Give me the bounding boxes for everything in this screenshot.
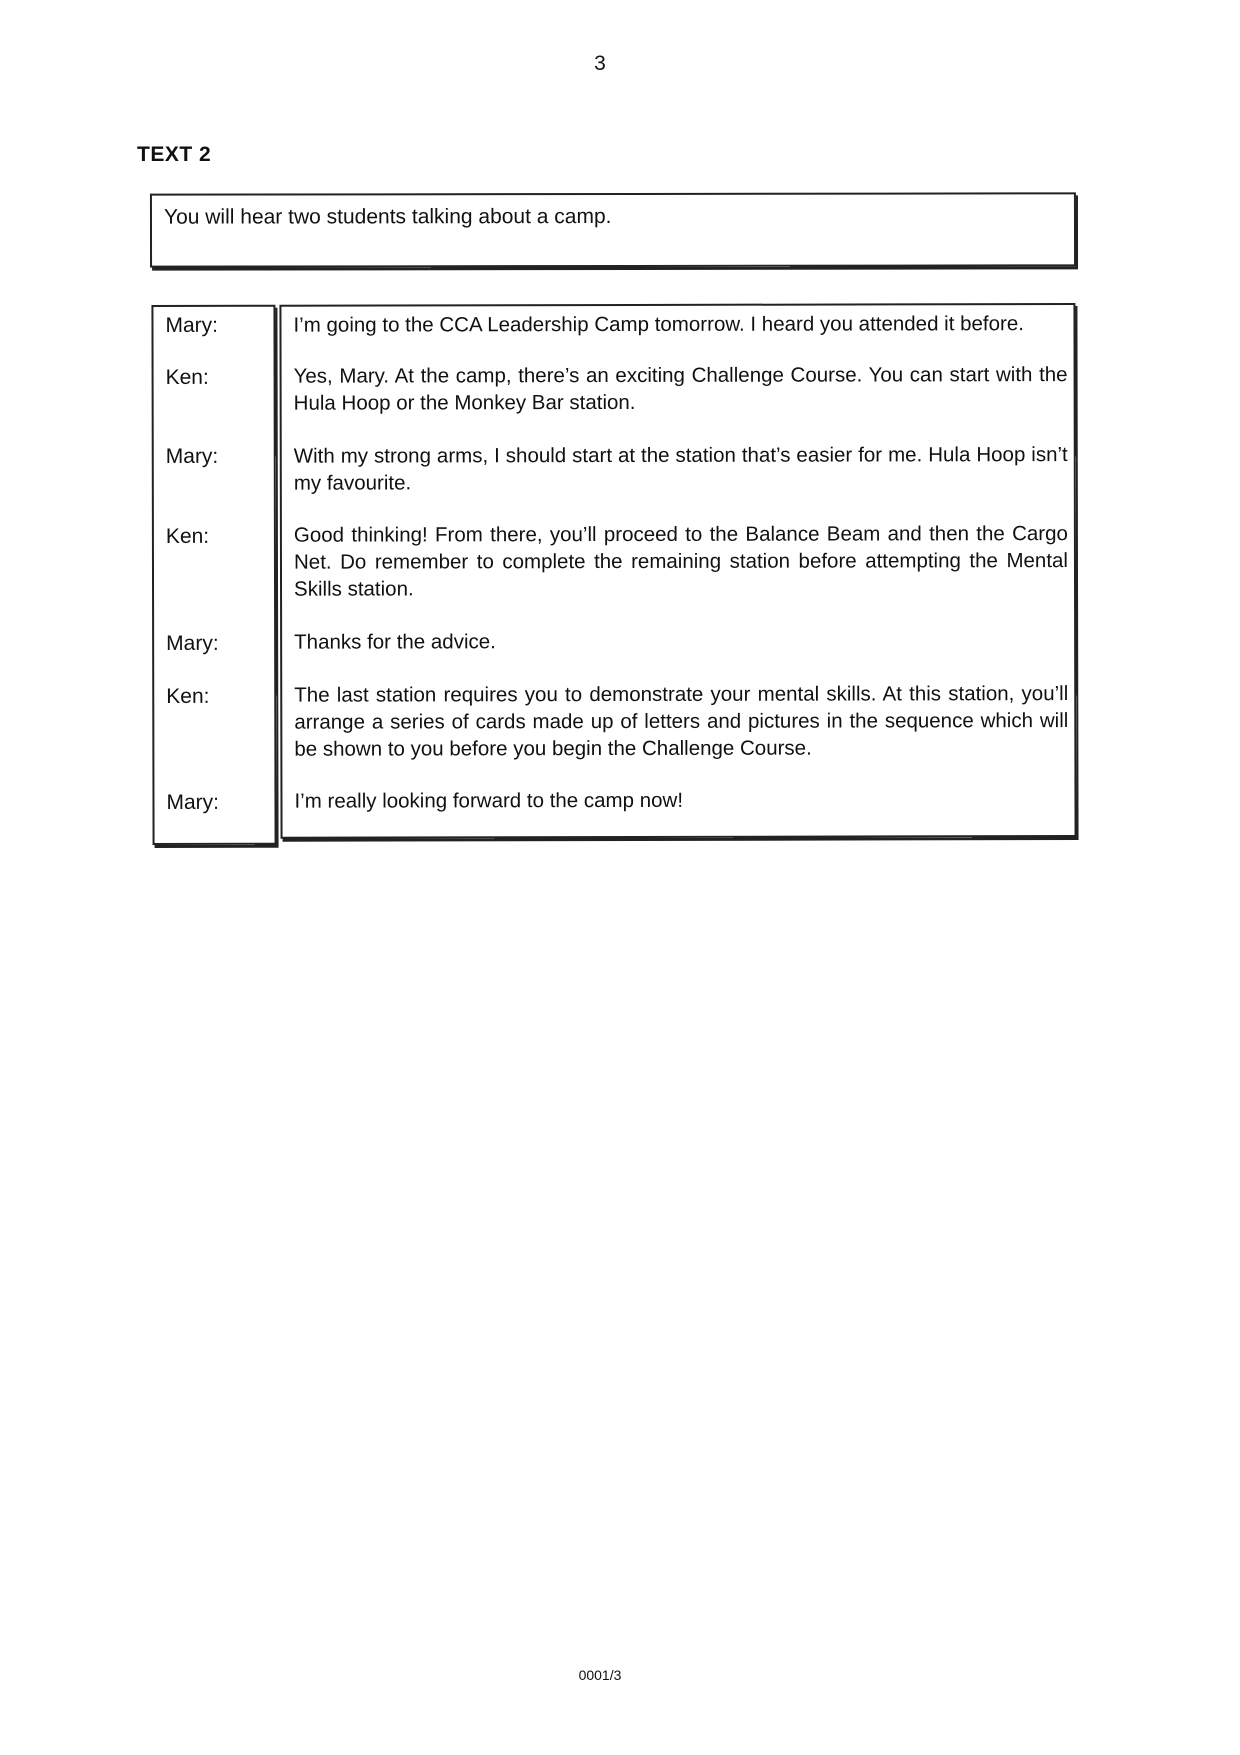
intro-box bbox=[150, 192, 1076, 267]
dialogue-line: I’m really looking forward to the camp now! bbox=[294, 788, 684, 813]
dialogue-line: Thanks for the advice. bbox=[294, 630, 496, 654]
dialogue-table bbox=[151, 303, 1076, 845]
dialogue-line: I’m going to the CCA Leadership Camp tomorrow. I heard you attended it before. bbox=[293, 312, 1024, 337]
intro-text: You will hear two students talking about a camp. bbox=[163, 205, 612, 229]
dialogue-lines-column bbox=[279, 303, 1076, 839]
speaker-column bbox=[151, 305, 276, 845]
speaker-label: Ken: bbox=[166, 684, 210, 708]
speaker-label: Ken: bbox=[165, 365, 209, 389]
speaker-label: Mary: bbox=[166, 790, 220, 814]
dialogue-line: The last station requires you to demonstrate your mental skills. At this station, you’ll arrange a series of cards made up of letters and pictures in the sequence which will be shown to you before you begin the Challenge Course. bbox=[294, 682, 1069, 761]
speaker-label: Mary: bbox=[165, 444, 219, 468]
speaker-label: Mary: bbox=[165, 313, 219, 337]
page-number: 3 bbox=[594, 52, 606, 75]
section-title: TEXT 2 bbox=[137, 143, 212, 166]
speaker-label: Ken: bbox=[165, 524, 210, 548]
dialogue-line: Yes, Mary. At the camp, there’s an exciting Challenge Course. You can start with the Hula Hoop or the Monkey Bar station. bbox=[293, 363, 1068, 415]
footer-code: 0001/3 bbox=[578, 1667, 622, 1683]
dialogue-line: Good thinking! From there, you’ll proceed to the Balance Beam and then the Cargo Net. Do remember to complete the remaining station before attempting the Mental Skills station. bbox=[293, 522, 1068, 601]
dialogue-line: With my strong arms, I should start at the station that’s easier for me. Hula Hoop isn’t my favourite. bbox=[293, 443, 1068, 495]
speaker-label: Mary: bbox=[166, 631, 219, 655]
